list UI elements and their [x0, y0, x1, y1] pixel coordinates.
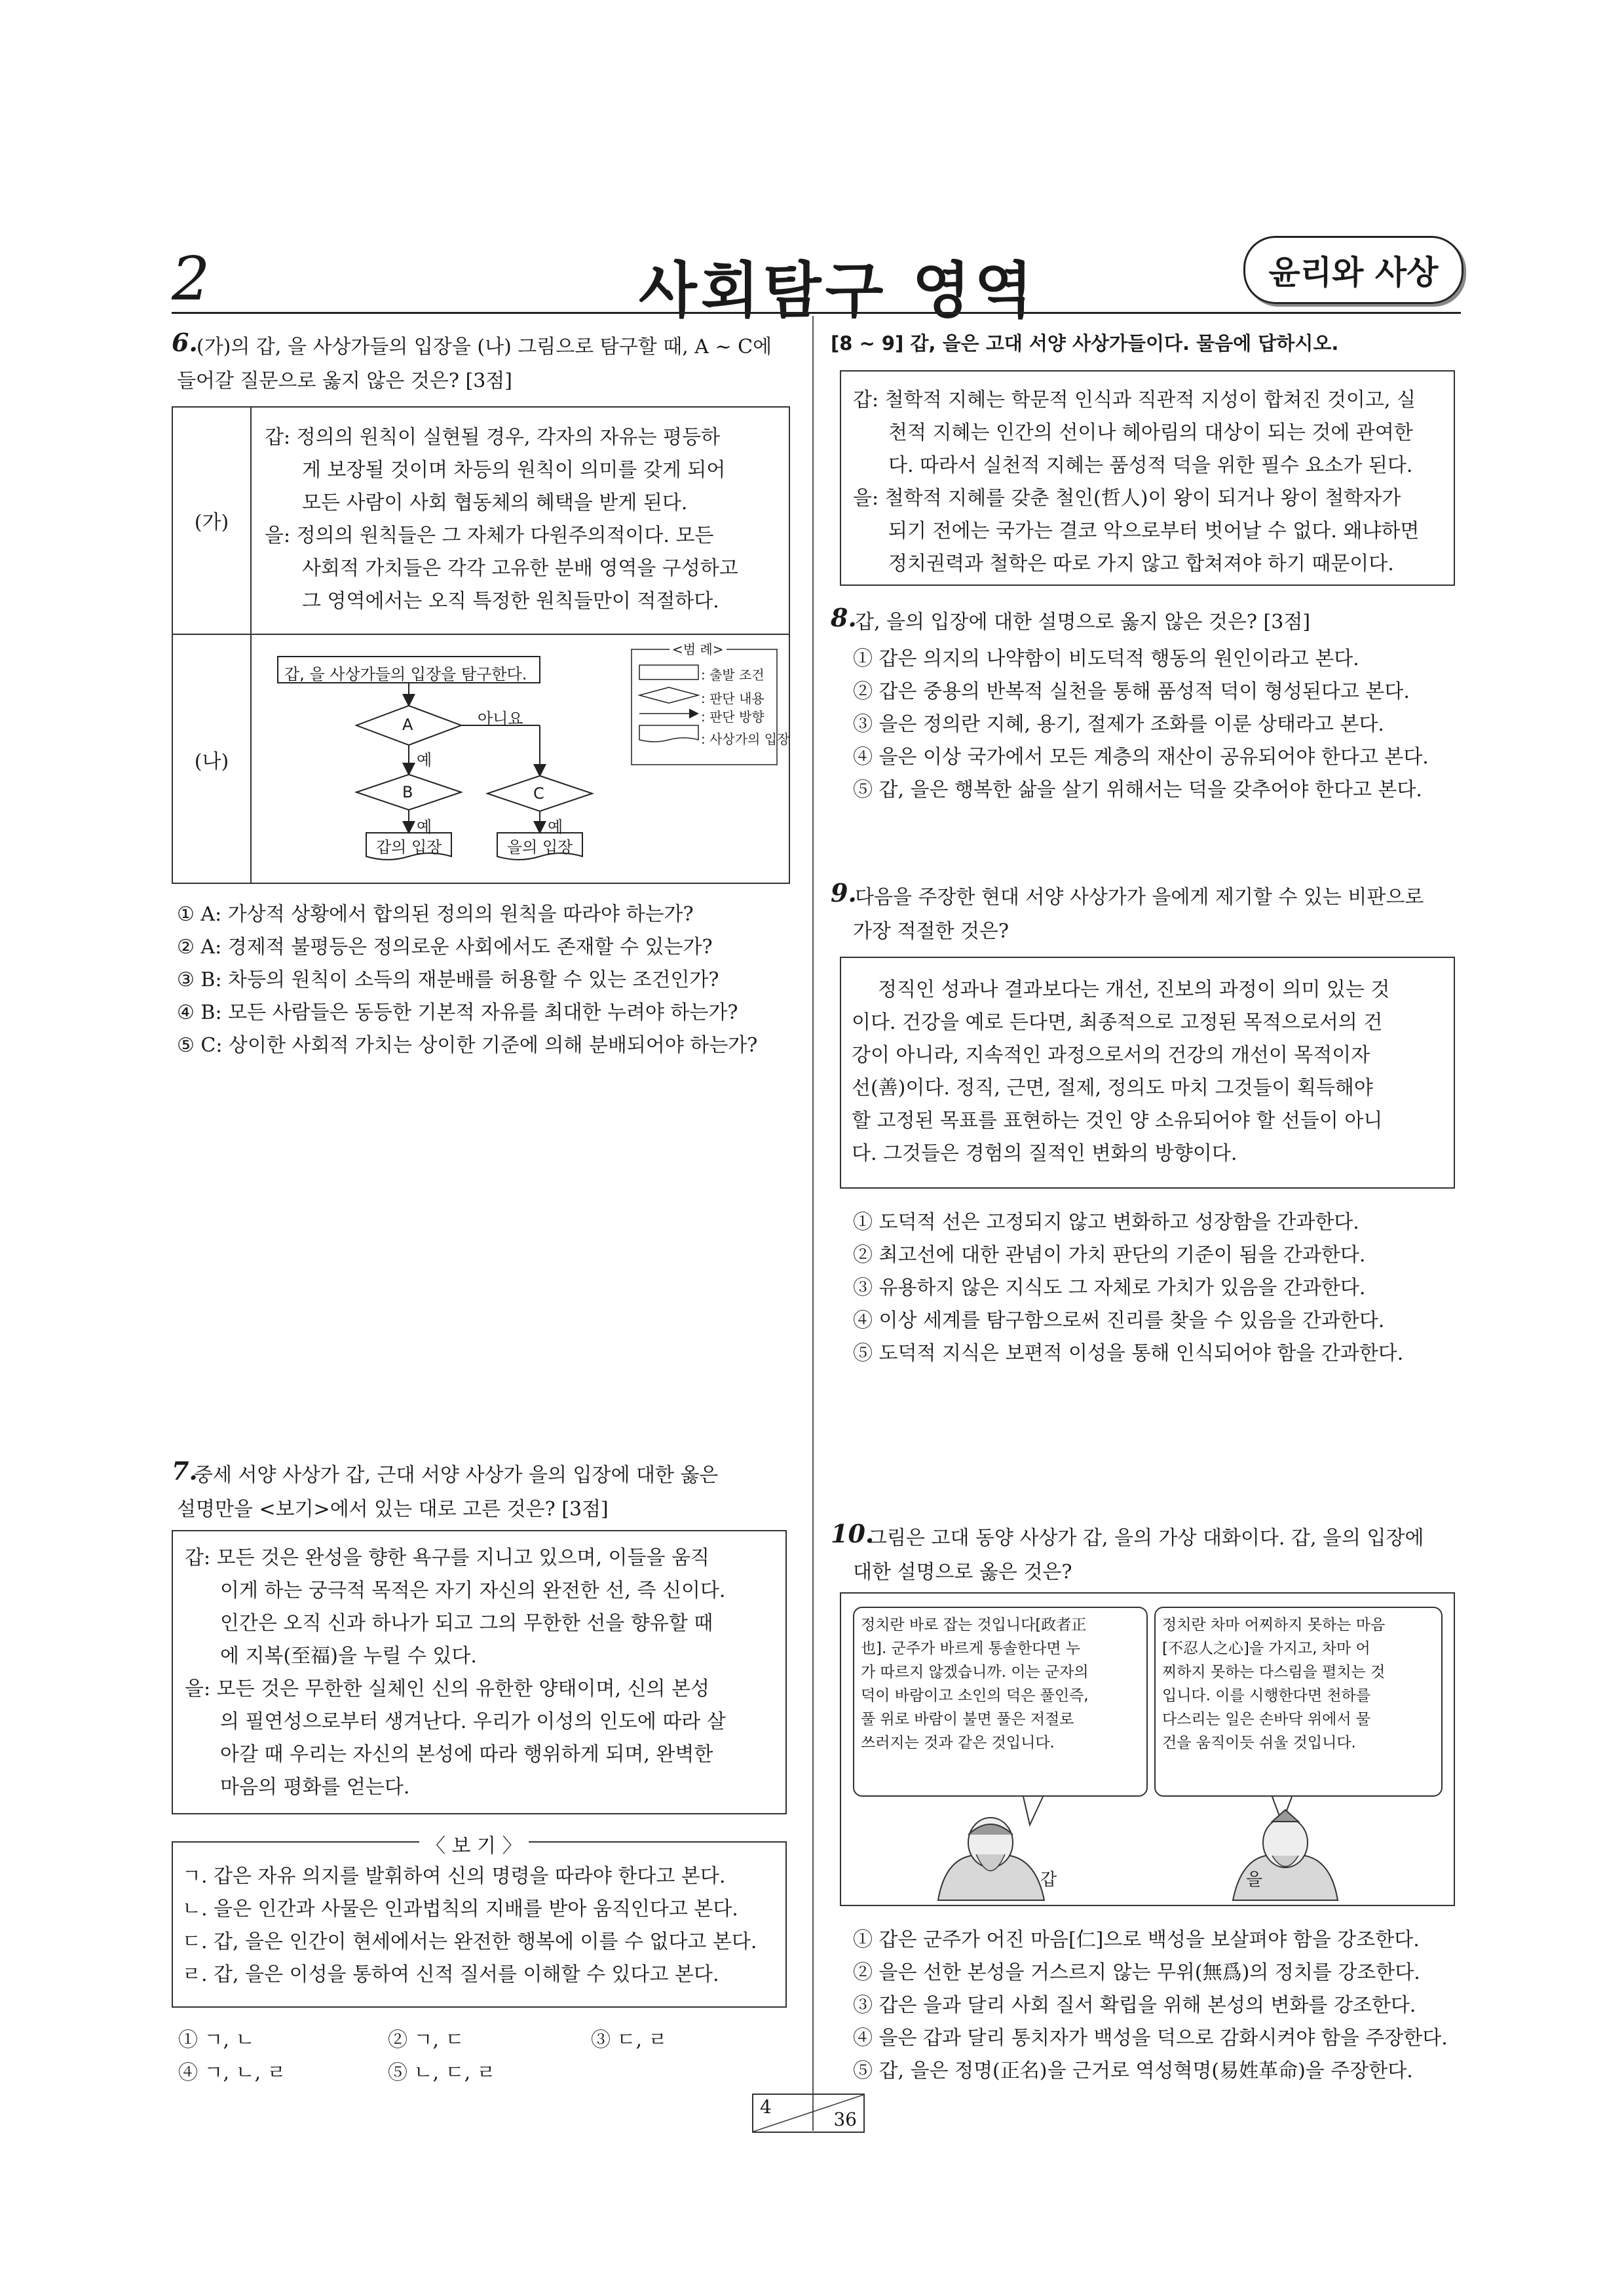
page-number: 2 [172, 244, 210, 314]
question-stem-line: 설명만을 <보기>에서 있는 대로 고른 것은? [3점] [177, 1498, 609, 1521]
sage-gap-figure [938, 1818, 1044, 1900]
passage-line: 모든 사람이 사회 협동체의 혜택을 받게 된다. [302, 491, 688, 514]
passage-line: 게 보장될 것이며 차등의 원칙이 의미를 갖게 되어 [302, 459, 726, 482]
passage-line: 의 필연성으로부터 생겨난다. 우리가 이성의 인도에 따라 살 [220, 1710, 726, 1733]
flow-yes-label: 예 [417, 751, 432, 769]
choice-5[interactable]: ⑤ ㄴ, ㄷ, ㄹ [388, 2061, 496, 2084]
current-page: 4 [760, 2096, 772, 2118]
bubble-line: 건을 움직이듯 쉬울 것입니다. [1162, 1734, 1356, 1751]
passage-line: 천적 지혜는 인간의 선이나 헤아림의 대상이 되는 것에 관여한 [888, 421, 1413, 444]
question-number: 6. [172, 328, 198, 357]
passage-line: 할 고정된 목표를 표현하는 것인 양 소유되어야 할 선들이 아니 [852, 1109, 1383, 1132]
passage-line: 갑: 정의의 원칙이 실현될 경우, 각자의 자유는 평등하 [265, 426, 720, 449]
bubble-line: 풀 위로 바람이 불면 풀은 저절로 [861, 1711, 1074, 1728]
passage-line: 에 지복(至福)을 누릴 수 있다. [220, 1645, 477, 1668]
question-number: 7. [172, 1456, 198, 1485]
flow-start-label: 갑, 을 사상가들의 입장을 탐구한다. [284, 665, 527, 683]
flow-node-a-label: A [402, 716, 413, 734]
bubble-line: 입니다. 이를 시행한다면 천하를 [1162, 1687, 1371, 1704]
question-number: 9. [831, 878, 857, 908]
passage-line: 정치권력과 철학은 따로 가지 않고 합쳐져야 하기 때문이다. [888, 552, 1394, 575]
question-stem-line: 대한 설명으로 옳은 것은? [853, 1561, 1072, 1584]
passage-line: 다. 그것들은 경험의 질적인 변화의 방향이다. [852, 1142, 1237, 1165]
question-stem-line: 다음을 주장한 현대 서양 사상가가 을에게 제기할 수 있는 비판으로 [855, 886, 1424, 909]
set-intro: [8 ~ 9] 갑, 을은 고대 서양 사상가들이다. 물음에 답하시오. [831, 332, 1339, 354]
bubble-line: [不忍人之心]을 가지고, 차마 어 [1162, 1640, 1370, 1657]
flow-node-c-label: C [533, 784, 544, 803]
choice-4[interactable]: ④ ㄱ, ㄴ, ㄹ [178, 2061, 286, 2084]
choice-4[interactable]: ④ 을은 이상 국가에서 모든 계층의 재산이 공유되어야 한다고 본다. [853, 746, 1429, 769]
flow-yes-label: 예 [417, 818, 432, 836]
passage-line: 마음의 평화를 얻는다. [220, 1776, 410, 1799]
speech-bubble-gap [853, 1607, 1148, 1797]
passage-line: 인간은 오직 신과 하나가 되고 그의 무한한 선을 향유할 때 [220, 1612, 713, 1635]
total-pages: 36 [833, 2109, 857, 2130]
choice-3[interactable]: ③ B: 차등의 원칙이 소득의 재분배를 허용할 수 있는 조건인가? [177, 968, 719, 991]
bubble-line: 정치란 차마 어찌하지 못하는 마음 [1162, 1617, 1386, 1634]
question-stem-line: 중세 서양 사상가 갑, 근대 서양 사상가 을의 입장에 대한 옳은 [194, 1464, 719, 1487]
bubble-line: 정치란 바로 잡는 것입니다[政者正 [861, 1617, 1087, 1634]
choice-2[interactable]: ② A: 경제적 불평등은 정의로운 사회에서도 존재할 수 있는가? [177, 936, 713, 959]
header-rule [172, 312, 1461, 314]
question-stem-line: 가장 적절한 것은? [853, 920, 1010, 943]
passage-line: 강이 아니라, 지속적인 과정으로서의 건강의 개선이 목적이자 [852, 1044, 1370, 1067]
choice-4[interactable]: ④ B: 모든 사람들은 동등한 기본적 자유를 최대한 누려야 하는가? [177, 1001, 738, 1024]
choice-2[interactable]: ② 갑은 중용의 반복적 실천을 통해 품성적 덕이 형성된다고 본다. [853, 680, 1410, 703]
choice-3[interactable]: ③ 유용하지 않은 지식도 그 자체로 가치가 있음을 간과한다. [853, 1276, 1366, 1299]
legend-item: : 출발 조건 [701, 667, 765, 683]
bubble-line: 다스리는 일은 손바닥 위에서 물 [1162, 1711, 1371, 1728]
choice-1[interactable]: ① A: 가상적 상황에서 합의된 정의의 원칙을 따라야 하는가? [177, 903, 694, 926]
passage-line: 되기 전에는 국가는 결코 악으로부터 벗어날 수 없다. 왜냐하면 [888, 520, 1420, 543]
passage-line: 이게 하는 궁극적 목적은 자기 자신의 완전한 선, 즉 신이다. [220, 1579, 726, 1602]
legend-item: : 판단 내용 [701, 691, 765, 706]
passage-line: 정직인 성과나 결과보다는 개선, 진보의 과정이 의미 있는 것 [878, 978, 1390, 1001]
passage-line: 선(善)이다. 정직, 근면, 절제, 정의도 마치 그것들이 획득해야 [852, 1077, 1373, 1100]
speaker-label-gap: 갑 [1040, 1870, 1057, 1890]
choice-1[interactable]: ① 갑은 의지의 나약함이 비도덕적 행동의 원인이라고 본다. [853, 647, 1359, 670]
choice-2[interactable]: ② ㄱ, ㄷ [388, 2029, 464, 2052]
passage-line: 그 영역에서는 오직 특정한 원칙들만이 적절하다. [302, 590, 719, 613]
question-number: 8. [831, 603, 857, 632]
column-divider [812, 316, 814, 2131]
row-label-na: (나) [194, 750, 229, 773]
choice-4[interactable]: ④ 이상 세계를 탐구함으로써 진리를 찾을 수 있음을 간과한다. [853, 1309, 1385, 1332]
passage-line: 을: 모든 것은 무한한 실체인 신의 유한한 양태이며, 신의 본성 [185, 1677, 709, 1700]
question-stem-line: (가)의 갑, 을 사상가들의 입장을 (나) 그림으로 탐구할 때, A ~ C에 [197, 335, 772, 358]
bubble-line: 쓰러지는 것과 같은 것입니다. [861, 1734, 1055, 1751]
flow-yes-label: 예 [548, 818, 563, 836]
bubble-line: 也]. 군주가 바르게 통솔한다면 누 [861, 1640, 1081, 1657]
legend-item: : 판단 방향 [701, 709, 765, 725]
choice-1[interactable]: ① ㄱ, ㄴ [178, 2029, 255, 2052]
passage-line: 아갈 때 우리는 자신의 본성에 따라 행위하게 되며, 완벽한 [220, 1743, 713, 1766]
choice-1[interactable]: ① 도덕적 선은 고정되지 않고 변화하고 성장함을 간과한다. [853, 1211, 1359, 1234]
choice-4[interactable]: ④ 을은 갑과 달리 통치자가 백성을 덕으로 감화시켜야 함을 주장한다. [853, 2027, 1448, 2050]
choice-3[interactable]: ③ ㄷ, ㄹ [591, 2029, 668, 2052]
passage-line: 다. 따라서 실천적 지혜는 품성적 덕을 위한 필수 요소가 된다. [888, 454, 1413, 477]
passage-line: 갑: 철학적 지혜는 학문적 인식과 직관적 지성이 합쳐진 것이고, 실 [853, 389, 1416, 411]
choice-1[interactable]: ① 갑은 군주가 어진 마음[仁]으로 백성을 보살펴야 함을 강조한다. [853, 1928, 1420, 1951]
passage-line: 을: 정의의 원칙들은 그 자체가 다원주의적이다. 모든 [265, 524, 714, 547]
subject-badge: 윤리와 사상 [1243, 236, 1463, 304]
choice-5[interactable]: ⑤ 도덕적 지식은 보편적 이성을 통해 인식되어야 함을 간과한다. [853, 1342, 1404, 1365]
choice-3[interactable]: ③ 갑은 을과 달리 사회 질서 확립을 위해 본성의 변화를 강조한다. [853, 1994, 1416, 2017]
bubble-line: 찌하지 못하는 다스림을 펼치는 것 [1162, 1664, 1386, 1681]
cartoon-figures [840, 1795, 1452, 1904]
page-indicator [752, 2094, 865, 2133]
legend-title: <범 례> [670, 639, 727, 658]
passage-line: 을: 철학적 지혜를 갖춘 철인(哲人)이 왕이 되거나 왕이 철학자가 [853, 487, 1401, 510]
passage-line: 사회적 가치들은 각각 고유한 분배 영역을 구성하고 [302, 557, 738, 580]
bogi-title: 〈 보 기 〉 [419, 1829, 529, 1858]
question-stem: 갑, 을의 입장에 대한 설명으로 옳지 않은 것은? [3점] [855, 611, 1311, 634]
choice-5[interactable]: ⑤ 갑, 을은 행복한 삶을 살기 위해서는 덕을 갖추어야 한다고 본다. [853, 778, 1422, 801]
question-stem-line: 그림은 고대 동양 사상가 갑, 을의 가상 대화이다. 갑, 을의 입장에 [868, 1527, 1424, 1550]
bubble-line: 가 따르지 않겠습니까. 이는 군자의 [861, 1664, 1089, 1681]
bogi-item: ㄱ. 갑은 자유 의지를 발휘하여 신의 명령을 따라야 한다고 본다. [182, 1865, 726, 1888]
legend-item: : 사상가의 입장 [701, 731, 790, 747]
choice-2[interactable]: ② 최고선에 대한 관념이 가치 판단의 기준이 됨을 간과한다. [853, 1244, 1366, 1267]
bogi-item: ㄴ. 을은 인간과 사물은 인과법칙의 지배를 받아 움직인다고 본다. [182, 1898, 738, 1921]
question-stem-line: 들어갈 질문으로 옳지 않은 것은? [3점] [177, 370, 512, 392]
page-title: 사회탐구 영역 [639, 256, 1037, 326]
passage-line: 이다. 건강을 예로 든다면, 최종적으로 고정된 목적으로서의 건 [852, 1011, 1383, 1034]
choice-3[interactable]: ③ 을은 정의란 지혜, 용기, 절제가 조화를 이룬 상태라고 본다. [853, 713, 1384, 736]
flow-result-eul-label: 을의 입장 [507, 838, 573, 856]
speech-bubble-eul [1154, 1607, 1443, 1797]
choice-5[interactable]: ⑤ C: 상이한 사회적 가치는 상이한 기준에 의해 분배되어야 하는가? [177, 1034, 758, 1057]
choice-5[interactable]: ⑤ 갑, 을은 정명(正名)을 근거로 역성혁명(易姓革命)을 주장한다. [853, 2059, 1413, 2082]
choice-2[interactable]: ② 을은 선한 본성을 거스르지 않는 무위(無爲)의 정치를 강조한다. [853, 1961, 1420, 1984]
flow-result-gap-label: 갑의 입장 [376, 838, 442, 856]
bubble-line: 덕이 바람이고 소인의 덕은 풀인즉, [861, 1687, 1089, 1704]
bogi-item: ㄹ. 갑, 을은 이성을 통하여 신적 질서를 이해할 수 있다고 본다. [182, 1963, 719, 1986]
question-number: 10. [831, 1519, 875, 1548]
q6-table [172, 406, 790, 884]
bogi-item: ㄷ. 갑, 을은 인간이 현세에서는 완전한 행복에 이를 수 없다고 본다. [182, 1930, 757, 1953]
passage-line: 갑: 모든 것은 완성을 향한 욕구를 지니고 있으며, 이들을 움직 [185, 1546, 709, 1569]
speaker-label-eul: 을 [1246, 1870, 1263, 1890]
flow-no-label: 아니요 [478, 710, 523, 728]
flow-node-b-label: B [402, 783, 413, 801]
row-label-ga: (가) [194, 511, 229, 534]
